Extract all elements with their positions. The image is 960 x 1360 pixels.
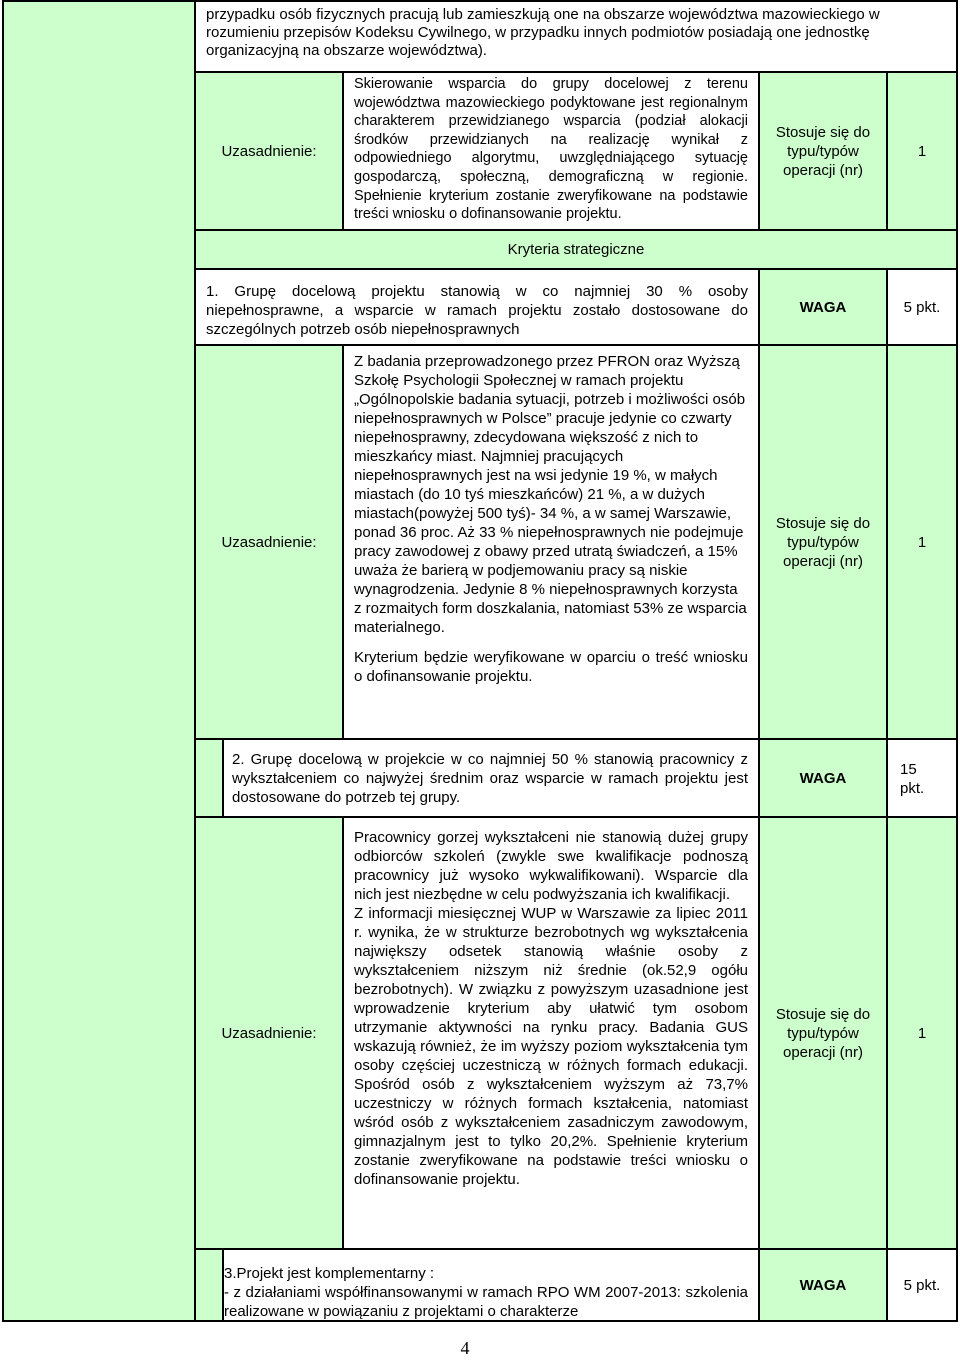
section-heading: Kryteria strategiczne [507,241,645,258]
criterion-2-cell [222,738,760,818]
weight-cell-1 [758,268,888,346]
justification-label: Uzasadnienie: [221,142,317,160]
points-value: 15 pkt. [900,761,925,797]
applies-cell-3 [758,816,888,1250]
weight-label: WAGA [799,1276,847,1294]
left-margin-column [2,0,196,1322]
criterion-2-text: 2. Grupę docelową w projekcie w co najmniej 50 % stanowią pracownicy z wykształceniem co najwyżej średnim oraz wsparcie w ramach projektu jest dostosowane do potrzeb tej grupy. [232,751,748,806]
criterion-1-cell [194,268,760,346]
weight-cell-3 [758,1248,888,1322]
applies-label: Stosuje się do typu/typów operacji (nr) [775,1005,871,1061]
applies-cell-2 [758,344,888,740]
weight-label: WAGA [799,769,847,787]
justification-text-cell-3 [342,816,760,1250]
weight-label: WAGA [799,298,847,316]
points-cell-1 [886,268,958,346]
type-nr-cell-1 [886,71,958,231]
type-nr-value: 1 [917,533,927,551]
points-cell-2 [886,738,958,818]
type-nr-value: 1 [917,142,927,160]
criterion-2-spacer [194,738,224,818]
type-nr-cell-3 [886,816,958,1250]
applies-cell-1 [758,71,888,231]
continuation-row [194,0,958,73]
justification-text-cell-1 [342,71,760,231]
applies-label: Stosuje się do typu/typów operacji (nr) [775,514,871,570]
type-nr-cell-2 [886,344,958,740]
criterion-3-cell [222,1248,760,1322]
criterion-1-text: 1. Grupę docelową projektu stanowią w co najmniej 30 % osoby niepełnosprawne, a wsparcie w ramach projektu zostało dostosowane do szczególnych potrzeb osób niepełnosprawnych [206,283,748,338]
justification-label: Uzasadnienie: [221,533,317,551]
continuation-text: przypadku osób fizycznych pracują lub zamieszkują one na obszarze województwa mazowieckiego w rozumieniu przepisów Kodeksu Cywilnego, w przypadku innych podmiotów posiadają one jednostkę organizacyjną na obszarze województwa). [206,6,880,59]
points-value: 5 pkt. [903,298,941,316]
justification-text-verification: Kryterium będzie weryfikowane w oparciu o treść wniosku o dofinansowanie projektu. [354,649,748,685]
justification-label-1 [194,71,344,231]
applies-label: Stosuje się do typu/typów operacji (nr) [775,123,871,179]
justification-text-cell-2 [342,344,760,740]
justification-text: Skierowanie wsparcia do grupy docelowej z terenu województwa mazowieckiego podyktowane jest regionalnym charakterem przewidzianego wsparcia (podział alokacji środków przewidzianych na realizację wynikał z odpowiedniego algorytmu, uwzględniającego sytuację gospodarczą, społeczną, demograficzną w regionie. Spełnienie kryterium zostanie zweryfikowane na podstawie treści wniosku o dofinansowanie projektu. [354,76,748,223]
section-heading-cell [194,229,958,270]
criterion-3-heading: 3.Projekt jest komplementarny : [224,1265,435,1282]
justification-label-2 [194,344,344,740]
justification-text: Z badania przeprowadzonego przez PFRON oraz Wyższą Szkołę Psychologii Społecznej w ramach projektu „Ogólnopolskie badania sytuacji, potrzeb i możliwości osób niepełnosprawnych w Polsce” pracuje jedynie co czwarty niepełnosprawny, zdecydowana większość z nich to mieszkańcy miast. Najmniej pracujących niepełnosprawnych jest na wsi jedynie 19 %, w małych miastach (do 10 tyś mieszkańców) 21 %, a w dużych miastach(powyżej 500 tyś)- 34 %, a w samej Warszawie, ponad 36 proc. Aż 33 % niepełnosprawnych nie podejmuje pracy zawodowej z obawy przed utratą świadczeń, a 15% uważa że barierą w podjemowaniu pracy są niskie wynagrodzenia. Jedynie 8 % niepełnosprawnych korzysta z rozmaitych form doszkalania, natomiast 53% ze wsparcia materialnego. [354,353,747,636]
criterion-3-spacer [194,1248,224,1322]
type-nr-value: 1 [917,1024,927,1042]
justification-text: Pracownicy gorzej wykształceni nie stanowią dużej grupy odbiorców szkoleń (zwykle swe kwalifikacje podnoszą pracownicy już wysoko wykwalifikowani). Wsparcie dla nich jest niezbędne w celu podwyższania ich kwalifikacji. [354,829,748,903]
page-number: 4 [460,1338,470,1358]
points-value: 5 pkt. [903,1276,941,1294]
justification-text-wup: Z informacji miesięcznej WUP w Warszawie za lipiec 2011 r. wynika, że w strukturze bezrobotnych wg wykształcenia największy odsetek stanowią właśnie osoby z wykształceniem niższym niż średnie (ok.52,9 ogółu bezrobotnych). W związku z powyższym uzasadnione jest wprowadzenie kryterium aby ułatwić tym osobom utrzymanie aktywności na rynku pracy. Badania GUS wskazują również, że im wyższy poziom wykształcenia tym osoby częściej uczestniczą w różnych formach edukacji. Spośród osób z wykształceniem wyższym aż 73,7% uczestniczy w różnych formach kształcenia, natomiast wśród osób z wykształceniem zasadniczym zawodowym, gimnazjalnym jest to tylko 20,2%. Spełnienie kryterium zostanie zweryfikowane na podstawie treści wniosku o dofinansowanie projektu. [354,905,748,1188]
weight-cell-2 [758,738,888,818]
points-cell-3 [886,1248,958,1322]
justification-label-3 [194,816,344,1250]
criterion-3-text: - z działaniami współfinansowanymi w ramach RPO WM 2007-2013: szkolenia realizowane w powiązaniu z projektami o charakterze [224,1284,748,1320]
justification-label: Uzasadnienie: [221,1024,317,1042]
